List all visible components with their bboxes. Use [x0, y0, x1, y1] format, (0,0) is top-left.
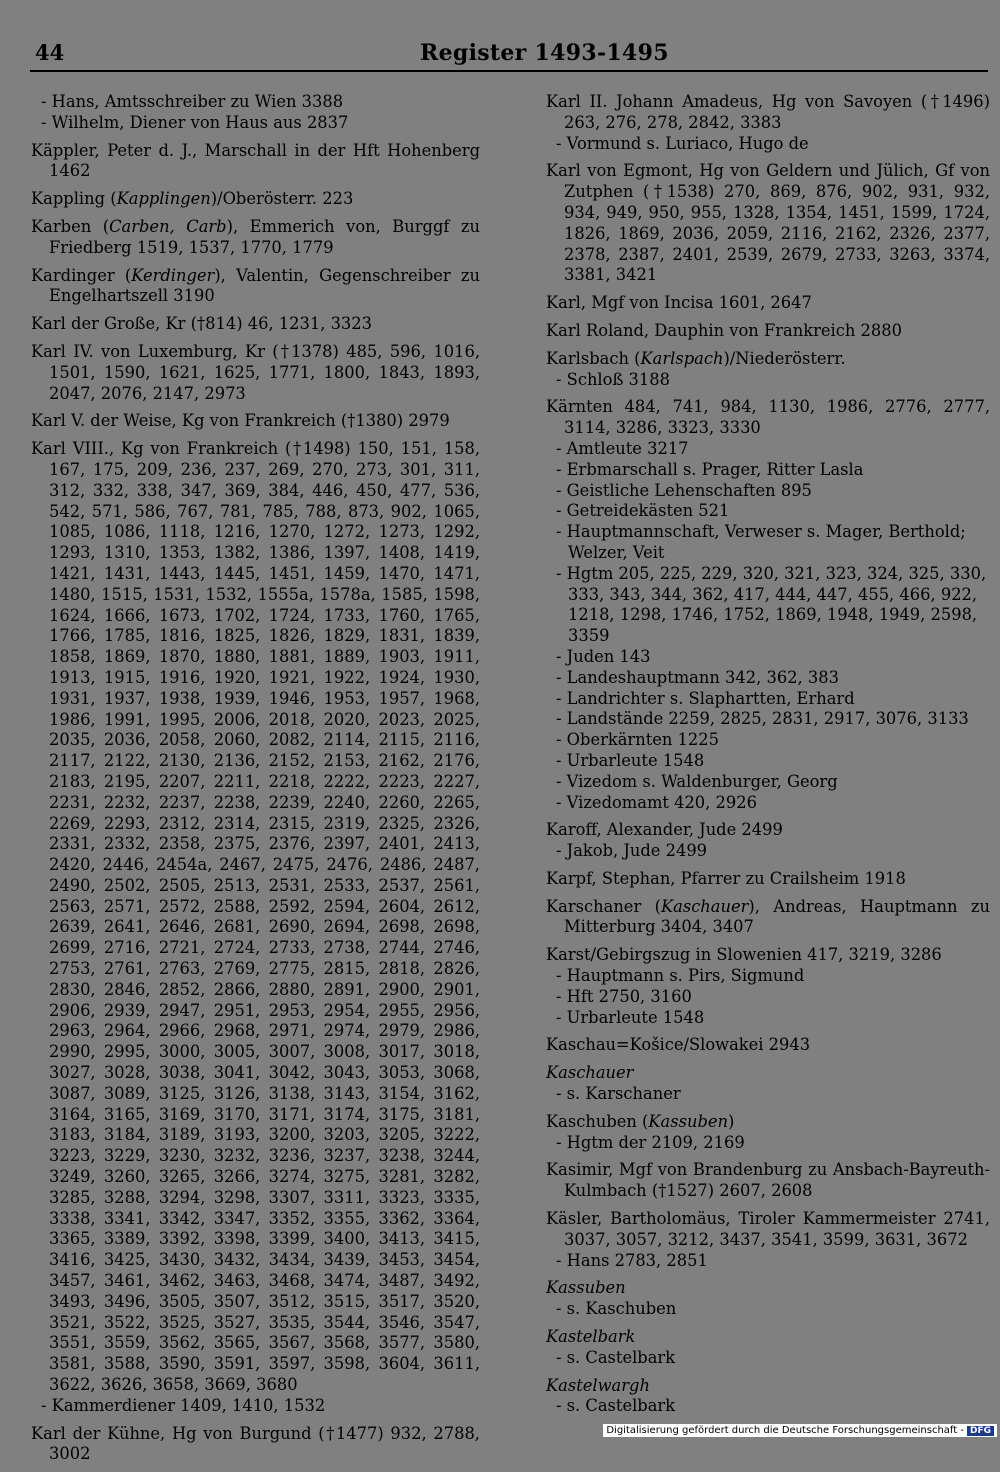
index-entry: Karoff, Alexander, Jude 2499: [546, 820, 783, 840]
index-entry: Karschaner (Kaschauer), Andreas, Hauptmann zu Mitterburg 3404, 3407: [546, 896, 990, 937]
index-subentry: - Landrichter s. Slaphartten, Erhard: [556, 688, 855, 708]
index-subentry: - Hgtm der 2109, 2169: [556, 1132, 745, 1152]
index-subentry: - s. Castelbark: [556, 1347, 676, 1367]
index-subentry: - Amtleute 3217: [556, 438, 689, 458]
index-subentry: - Erbmarschall s. Prager, Ritter Lasla: [556, 459, 864, 479]
index-entry: Karl der Kühne, Hg von Burgund (†1477) 932, 2788, 3002: [31, 1423, 480, 1464]
index-entry: Karl II. Johann Amadeus, Hg von Savoyen (†1496) 263, 276, 278, 2842, 3383: [546, 92, 990, 132]
header-rule: [30, 70, 988, 72]
index-subentry: - Landstände 2259, 2825, 2831, 2917, 3076, 3133: [556, 709, 969, 729]
index-entry: Kastelwargh: [546, 1375, 650, 1395]
index-subentry: - s. Kaschuben: [556, 1299, 677, 1319]
index-subentry: - Kammerdiener 1409, 1410, 1532: [41, 1395, 326, 1415]
index-subentry: - Jakob, Jude 2499: [556, 841, 708, 861]
index-entry: Karl der Große, Kr (†814) 46, 1231, 3323: [31, 314, 373, 334]
index-subentry: - Hans 2783, 2851: [556, 1250, 708, 1270]
index-entry: Karl, Mgf von Incisa 1601, 2647: [546, 293, 812, 313]
right-column: [540, 92, 990, 1424]
index-entry: Kasimir, Mgf von Brandenburg zu Ansbach-Bayreuth-Kulmbach (†1527) 2607, 2608: [546, 1160, 990, 1201]
left-column: [25, 92, 480, 1472]
running-head: Register 1493-1495: [420, 40, 669, 66]
index-entry: Kappling (Kapplingen)/Oberösterr. 223: [31, 189, 354, 209]
index-subentry: - Juden 143: [556, 646, 651, 666]
index-entry: Karlsbach (Karlspach)/Niederösterr.: [546, 348, 846, 368]
footer-text: Digitalisierung gefördert durch die Deutsche Forschungsgemeinschaft -: [606, 1425, 964, 1436]
index-subentry: - Wilhelm, Diener von Haus aus 2837: [41, 112, 349, 132]
index-subentry: - Urbarleute 1548: [556, 1007, 705, 1027]
page-number: 44: [35, 40, 65, 65]
index-subentry: - Hft 2750, 3160: [556, 986, 692, 1006]
index-subentry: - Hgtm 205, 225, 229, 320, 321, 323, 324, 325, 330, 333, 343, 344, 362, 417, 444, 447, 455, 466, 922, 1218, 1298, 1746, 1752, 1869, 1948, 1949, 2598, 3359: [556, 563, 987, 646]
index-entry: Käppler, Peter d. J., Marschall in der Hft Hohenberg 1462: [31, 140, 480, 181]
index-subentry: - Hauptmannschaft, Verweser s. Mager, Berthold; Welzer, Veit: [556, 522, 966, 562]
footer-credit: [603, 1424, 997, 1437]
index-entry: Karl IV. von Luxemburg, Kr (†1378) 485, 596, 1016, 1501, 1590, 1621, 1625, 1771, 1800, 1843, 1893, 2047, 2076, 2147, 2973: [31, 341, 480, 403]
index-subentry: - Schloß 3188: [556, 369, 670, 389]
index-entry: Karl Roland, Dauphin von Frankreich 2880: [546, 320, 902, 340]
index-entry: Karl VIII., Kg von Frankreich (†1498) 150, 151, 158, 167, 175, 209, 236, 237, 269, 270, 273, 301, 311, 312, 332, 338, 347, 369, 384, 446, 450, 477, 536, 542, 571, 586, 767, 781, 785, 788, 873, 902, 1065, 1085, 1086, 1118, 1216, 1270, 1272, 1273, 1292, 1293, 1310, 1353, 1382, 1386, 1397, 1408, 1419, 1421, 1431, 1443, 1445, 1451, 1459, 1470, 1471, 1480, 1515, 1531, 1532, 1555a, 1578a, 1585, 1598, 1624, 1666, 1673, 1702, 1724, 1733, 1760, 1765, 1766, 1785, 1816, 1825, 1826, 1829, 1831, 1839, 1858, 1869, 1870, 1880, 1881, 1889, 1903, 1911, 1913, 1915, 1916, 1920, 1921, 1922, 1924, 1930, 1931, 1937, 1938, 1939, 1946, 1953, 1957, 1968, 1986, 1991, 1995, 2006, 2018, 2020, 2023, 2025, 2035, 2036, 2058, 2060, 2082, 2114, 2115, 2116, 2117, 2122, 2130, 2136, 2152, 2153, 2162, 2176, 2183, 2195, 2207, 2211, 2218, 2222, 2223, 2227, 2231, 2232, 2237, 2238, 2239, 2240, 2260, 2265, 2269, 2293, 2312, 2314, 2315, 2319, 2325, 2326, 2331, 2332, 2358, 2375, 2376, 2397, 2401, 2413, 2420, 2446, 2454a, 2467, 2475, 2476, 2486, 2487, 2490, 2502, 2505, 2513, 2531, 2533, 2537, 2561, 2563, 2571, 2572, 2588, 2592, 2594, 2604, 2612, 2639, 2641, 2646, 2681, 2690, 2694, 2698, 2698, 2699, 2716, 2721, 2724, 2733, 2738, 2744, 2746, 2753, 2761, 2763, 2769, 2775, 2815, 2818, 2826, 2830, 2846, 2852, 2866, 2880, 2891, 2900, 2901, 2906, 2939, 2947, 2951, 2953, 2954, 2955, 2956, 2963, 2964, 2966, 2968, 2971, 2974, 2979, 2986, 2990, 2995, 3000, 3005, 3007, 3008, 3017, 3018, 3027, 3028, 3038, 3041, 3042, 3043, 3053, 3068, 3087, 3089, 3125, 3126, 3138, 3143, 3154, 3162, 3164, 3165, 3169, 3170, 3171, 3174, 3175, 3181, 3183, 3184, 3189, 3193, 3200, 3203, 3205, 3222, 3223, 3229, 3230, 3232, 3236, 3237, 3238, 3244, 3249, 3260, 3265, 3266, 3274, 3275, 3281, 3282, 3285, 3288, 3294, 3298, 3307, 3311, 3323, 3335, 3338, 3341, 3342, 3347, 3352, 3355, 3362, 3364, 3365, 3389, 3392, 3398, 3399, 3400, 3413, 3415, 3416, 3425, 3430, 3432, 3434, 3439, 3453, 3454, 3457, 3461, 3462, 3463, 3468, 3474, 3487, 3492, 3493, 3496, 3505, 3507, 3512, 3515, 3517, 3520, 3521, 3522, 3525, 3527, 3535, 3544, 3546, 3547, 3551, 3559, 3562, 3565, 3567, 3568, 3577, 3580, 3581, 3588, 3590, 3591, 3597, 3598, 3604, 3611, 3622, 3626, 3658, 3669, 3680: [31, 439, 480, 1395]
index-subentry: - Oberkärnten 1225: [556, 730, 719, 750]
index-subentry: - s. Karschaner: [556, 1084, 681, 1104]
index-entry: Karben (Carben, Carb), Emmerich von, Burggf zu Friedberg 1519, 1537, 1770, 1779: [31, 216, 480, 257]
index-subentry: - Hauptmann s. Pirs, Sigmund: [556, 966, 805, 986]
index-entry: Kassuben: [546, 1278, 626, 1298]
index-subentry: - Vizedomamt 420, 2926: [556, 792, 757, 812]
index-entry: Kaschau=Košice/Slowakei 2943: [546, 1035, 811, 1055]
index-subentry: - Geistliche Lehenschaften 895: [556, 480, 812, 500]
index-entry: Käsler, Bartholomäus, Tiroler Kammermeister 2741, 3037, 3057, 3212, 3437, 3541, 3599, 3631, 3672: [546, 1209, 990, 1249]
index-entry: Karpf, Stephan, Pfarrer zu Crailsheim 1918: [546, 868, 906, 888]
index-subentry: - Landeshauptmann 342, 362, 383: [556, 667, 839, 687]
index-entry: Kärnten 484, 741, 984, 1130, 1986, 2776, 2777, 3114, 3286, 3323, 3330: [546, 397, 990, 438]
index-entry: Karl V. der Weise, Kg von Frankreich (†1380) 2979: [31, 411, 450, 431]
index-subentry: - Vizedom s. Waldenburger, Georg: [556, 771, 838, 791]
index-subentry: - Urbarleute 1548: [556, 750, 705, 770]
index-subentry: - Hans, Amtsschreiber zu Wien 3388: [41, 92, 344, 111]
index-entry: Karl von Egmont, Hg von Geldern und Jülich, Gf von Zutphen (†1538) 270, 869, 876, 902, 931, 932, 934, 949, 950, 955, 1328, 1354, 1451, 1599, 1724, 1826, 1869, 2036, 2059, 2116, 2162, 2326, 2377, 2378, 2387, 2401, 2539, 2679, 2733, 3263, 3374, 3381, 3421: [546, 161, 990, 285]
index-subentry: - s. Castelbark: [556, 1396, 676, 1416]
index-entry: Karst/Gebirgszug in Slowenien 417, 3219, 3286: [546, 945, 942, 965]
index-entry: Kastelbark: [546, 1327, 636, 1347]
dfg-logo: DFG: [967, 1426, 994, 1436]
index-entry: Kardinger (Kerdinger), Valentin, Gegenschreiber zu Engelhartszell 3190: [31, 265, 480, 306]
index-entry: Kaschauer: [546, 1063, 634, 1083]
index-entry: Kaschuben (Kassuben): [546, 1111, 735, 1131]
index-subentry: - Getreidekästen 521: [556, 501, 730, 521]
index-subentry: - Vormund s. Luriaco, Hugo de: [556, 133, 809, 153]
